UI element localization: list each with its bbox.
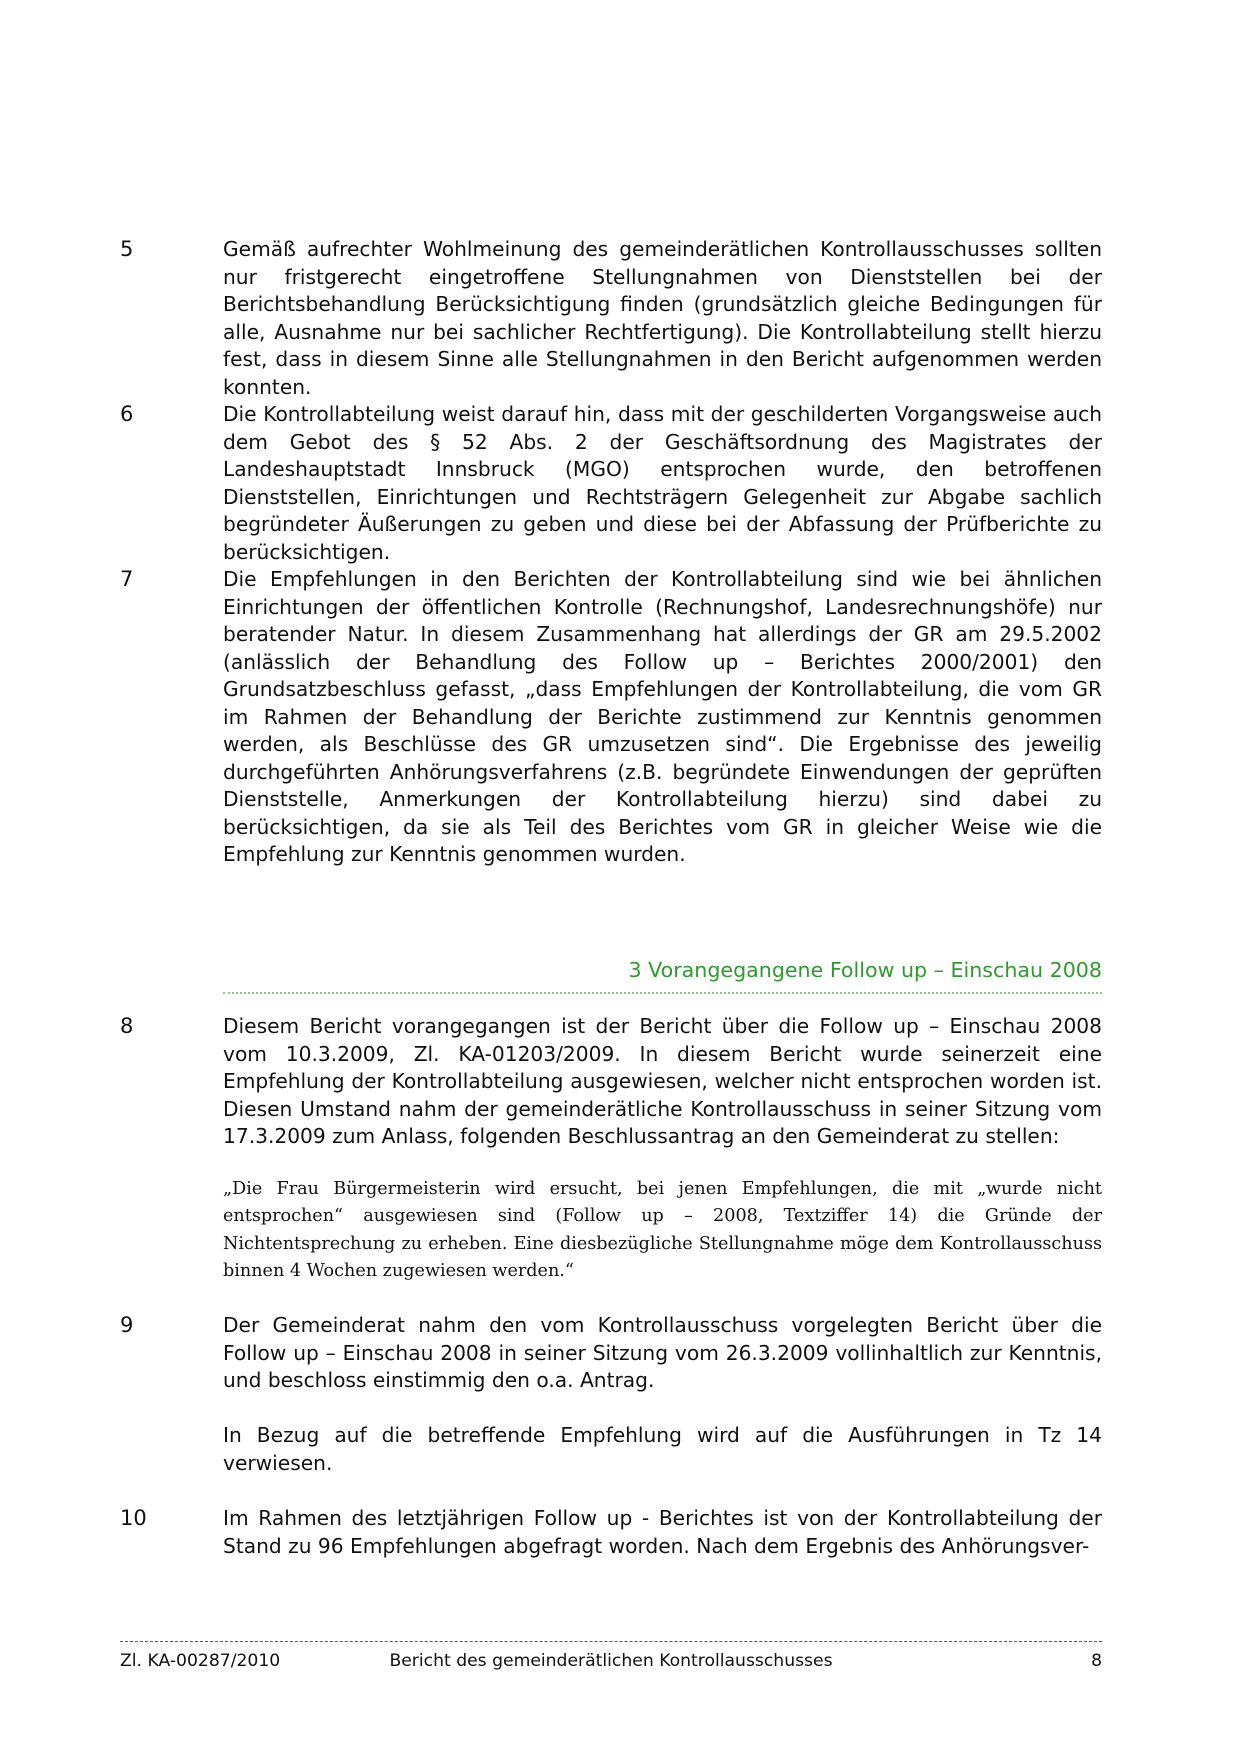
paragraph-text: Die Empfehlungen in den Berichten der Kontrollabteilung sind wie bei ähnlichen Einrichtungen der öffentlichen Kontrolle (Rechnungshof, Landesrechnungshöfe) nur beratender Natur. In diesem Zusammenhang hat allerdings der GR am 29.5.2002 (anlässlich der Behandlung des Follow up – Berichtes 2000/2001) den Grundsatzbeschluss gefasst, „dass Empfehlungen der Kontrollabteilung, die vom GR im Rahmen der Behandlung der Berichte zustimmend zur Kenntnis genommen werden, als Beschlüsse des GR umzusetzen sind“. Die Ergebnisse des jeweilig durchgeführten Anhörungsverfahrens (z.B. begründete Einwendungen der geprüften Dienststelle, Anmerkungen der Kontrollabteilung hierzu) sind dabei zu berücksichtigen, da sie als Teil des Berichtes vom GR in gleicher Weise wie die Empfehlung zur Kenntnis genommen wurden. xyxy=(223,567,1102,866)
paragraph-number: 5 xyxy=(120,237,134,261)
heading-divider xyxy=(223,992,1102,994)
paragraph-number: 9 xyxy=(120,1313,134,1337)
footer-page-number: 8 xyxy=(1091,1651,1102,1671)
paragraph-number: 8 xyxy=(120,1014,134,1038)
paragraph-text: Die Kontrollabteilung weist darauf hin, dass mit der geschilderten Vorgangsweise auch dem Gebot des § 52 Abs. 2 der Geschäftsordnung des Magistrates der Landeshauptstadt Innsbruck (MGO) entsprochen wurde, den betroffenen Dienststellen, Einrichtungen und Rechtsträgern Gelegenheit zur Abgabe sachlich begründeter Äußerungen zu geben und diese bei der Abfassung der Prüfberichte zu berücksichtigen. xyxy=(223,402,1102,564)
quoted-motion: „Die Frau Bürgermeisterin wird ersucht, bei jenen Empfehlungen, die mit „wurde nicht entsprochen“ ausgewiesen sind (Follow up – 2008, Textziffer 14) die Gründe der Nichtentsprechung zu erheben. Eine diesbezügliche Stellungnahme möge dem Kontrollausschuss binnen 4 Wochen zugewiesen werden.“ xyxy=(223,1179,1102,1282)
paragraph-text: Diesem Bericht vorangegangen ist der Bericht über die Follow up – Einschau 2008 vom 10.3.2009, Zl. KA-01203/2009. In diesem Bericht wurde seinerzeit eine Empfehlung der Kontrollabteilung ausgewiesen, welcher nicht entsprochen worden ist. Diesen Umstand nahm der gemeinderätliche Kontrollausschuss in seiner Sitzung vom 17.3.2009 zum Anlass, folgenden Beschlussantrag an den Gemeinderat zu stellen: xyxy=(223,1014,1102,1148)
section-heading: 3 Vorangegangene Follow up – Einschau 2008 xyxy=(628,958,1102,982)
footer-report-title: Bericht des gemeinderätlichen Kontrollausschusses xyxy=(389,1651,833,1671)
paragraph-number: 10 xyxy=(120,1506,147,1530)
paragraph-number: 7 xyxy=(120,567,134,591)
footer-divider xyxy=(120,1641,1102,1642)
footer-file-number: Zl. KA-00287/2010 xyxy=(120,1651,281,1671)
paragraph-number: 6 xyxy=(120,402,134,426)
paragraph-text: Gemäß aufrechter Wohlmeinung des gemeinderätlichen Kontrollausschusses sollten nur fristgerecht eingetroffene Stellungnahmen von Dienststellen bei der Berichtsbehandlung Berücksichtigung finden (grundsätzlich gleiche Bedingungen für alle, Ausnahme nur bei sachlicher Rechtfertigung). Die Kontrollabteilung stellt hierzu fest, dass in diesem Sinne alle Stellungnahmen in den Bericht aufgenommen werden konnten. xyxy=(223,237,1102,399)
paragraph-text: Im Rahmen des letztjährigen Follow up - Berichtes ist von der Kontrollabteilung der Stand zu 96 Empfehlungen abgefragt worden. Nach dem Ergebnis des Anhörungsver- xyxy=(223,1506,1102,1558)
paragraph-text: Der Gemeinderat nahm den vom Kontrollausschuss vorgelegten Bericht über die Follow up – Einschau 2008 in seiner Sitzung vom 26.3.2009 vollinhaltlich zur Kenntnis, und beschloss einstimmig den o.a. Antrag. xyxy=(223,1313,1102,1392)
paragraph-text: In Bezug auf die betreffende Empfehlung wird auf die Ausführungen in Tz 14 verwiesen. xyxy=(223,1423,1102,1475)
